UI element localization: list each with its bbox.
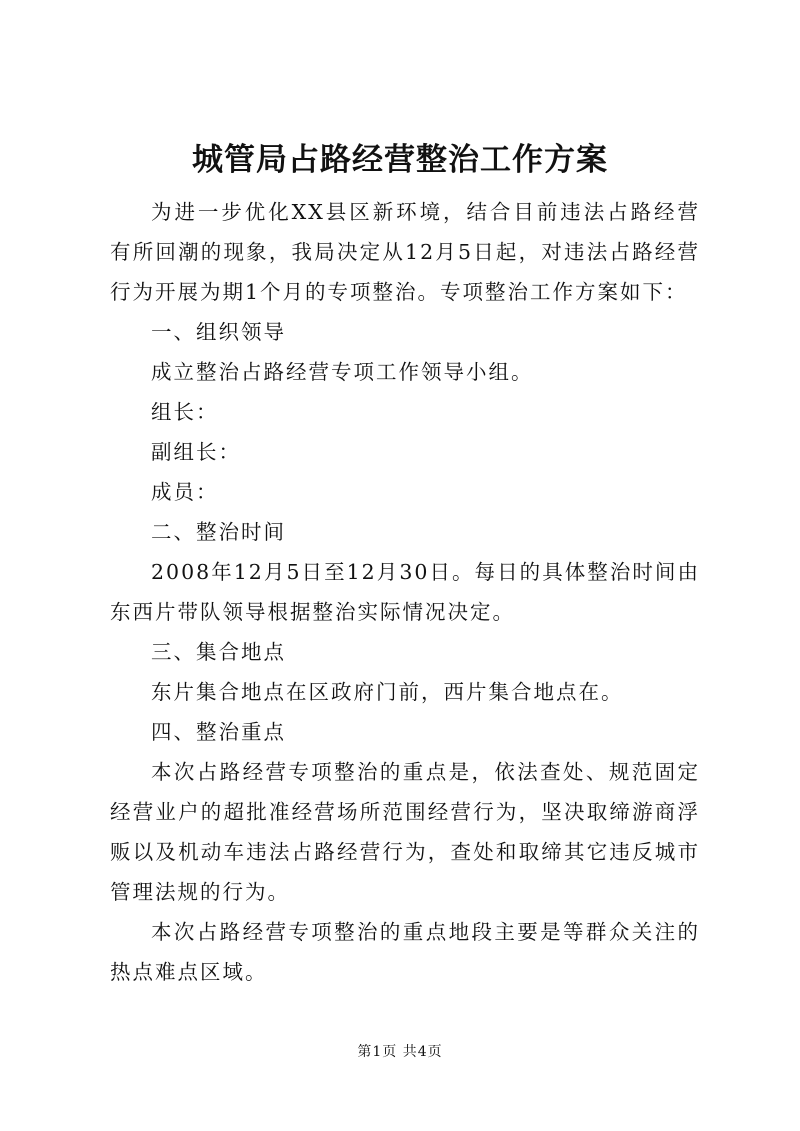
paragraph-location: 东片集合地点在区政府门前，西片集合地点在。	[151, 680, 624, 704]
paragraph-time: 2008年12月5日至12月30日。每日的具体整治时间由东西片带队领导根据整治实际情况决定。	[110, 560, 700, 624]
field-members: 成员：	[151, 480, 219, 504]
paragraph-focus: 本次占路经营专项整治的重点是，依法查处、规范固定经营业户的超批准经营场所范围经营行为，坚决取缔游商浮贩以及机动车违法占路经营行为，查处和取缔其它违反城市管理法规的行为。	[110, 760, 700, 904]
section-heading-location: 三、集合地点	[151, 640, 286, 664]
paragraph-leading-group: 成立整治占路经营专项工作领导小组。	[151, 360, 534, 384]
section-heading-time: 二、整治时间	[151, 520, 286, 544]
page-footer: 第1页 共4页	[357, 1044, 443, 1060]
document-title: 城管局占路经营整治工作方案	[192, 142, 608, 178]
field-group-leader: 组长：	[151, 400, 219, 424]
section-heading-organization: 一、组织领导	[151, 320, 286, 344]
section-heading-focus: 四、整治重点	[151, 720, 286, 744]
document-body	[110, 192, 700, 992]
field-deputy-leader: 副组长：	[151, 440, 241, 464]
intro-paragraph: 为进一步优化XX县区新环境，结合目前违法占路经营有所回潮的现象，我局决定从12月5日起，对违法占路经营行为开展为期1个月的专项整治。专项整治工作方案如下：	[110, 200, 700, 304]
paragraph-focus-areas: 本次占路经营专项整治的重点地段主要是等群众关注的热点难点区域。	[110, 920, 700, 984]
